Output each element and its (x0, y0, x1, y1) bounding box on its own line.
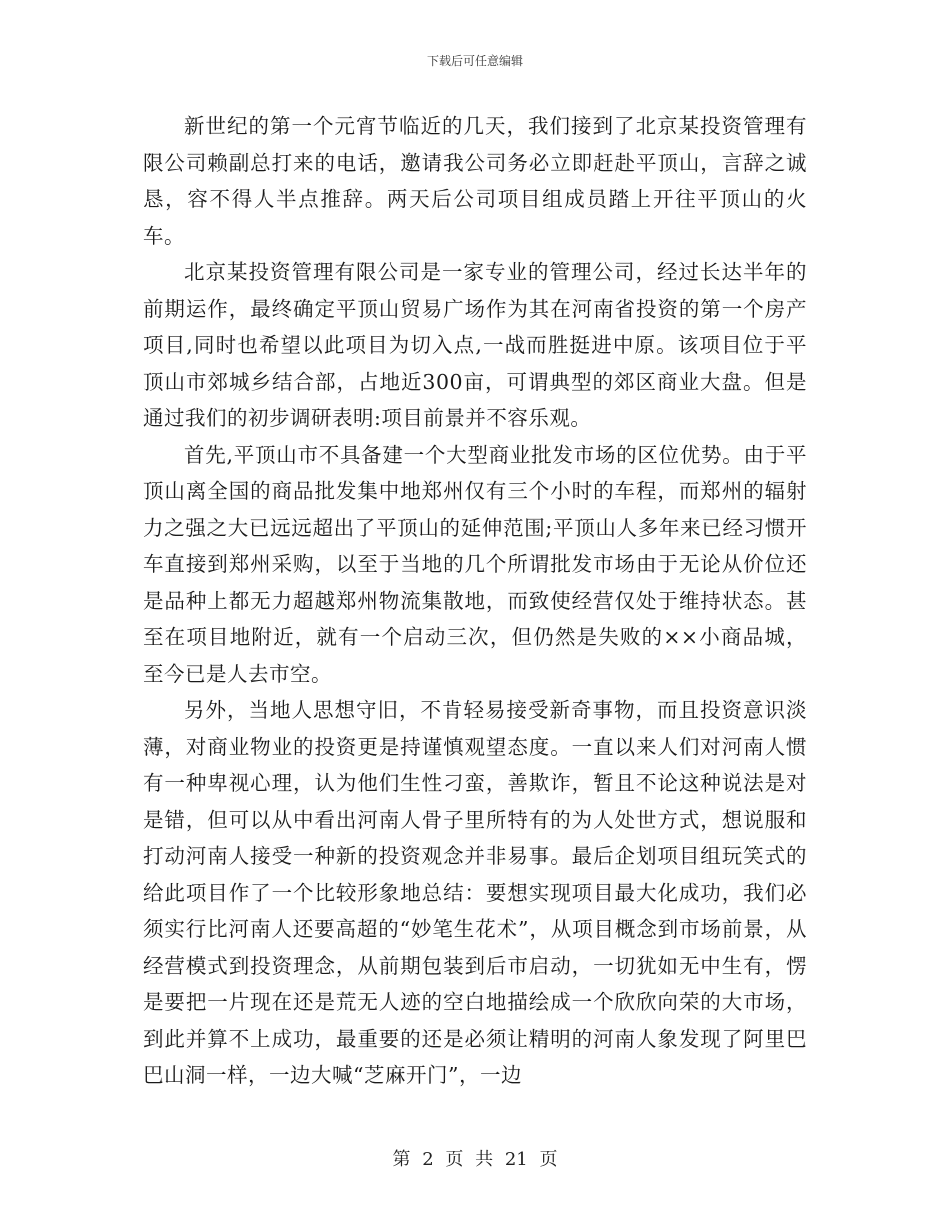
paragraph-1: 新世纪的第一个元宵节临近的几天，我们接到了北京某投资管理有限公司赖副总打来的电话，邀请我公司务必立即赶赴平顶山，言辞之诚恳，容不得人半点推辞。两天后公司项目组成员踏上开往平顶山的火车。 (143, 114, 807, 248)
document-body (143, 108, 807, 1094)
paragraph-3: 首先,平顶山市不具备建一个大型商业批发市场的区位优势。由于平顶山离全国的商品批发集中地郑州仅有三个小时的车程，而郑州的辐射力之强之大已远远超出了平顶山的延伸范围;平顶山人多年来已经习惯开车直接到郑州采购，以至于当地的几个所谓批发市场由于无论从价位还是品种上都无力超越郑州物流集散地，而致使经营仅处于维持状态。甚至在项目地附近，就有一个启动三次，但仍然是失败的××小商品城，至今已是人去市空。 (143, 442, 807, 686)
paragraph-4: 另外，当地人思想守旧，不肯轻易接受新奇事物，而且投资意识淡薄，对商业物业的投资更是持谨慎观望态度。一直以来人们对河南人惯有一种卑视心理，认为他们生性刁蛮，善欺诈，暂且不论这种说法是对是错，但可以从中看出河南人骨子里所特有的为人处世方式，想说服和打动河南人接受一种新的投资观念并非易事。最后企划项目组玩笑式的给此项目作了一个比较形象地总结：要想实现项目最大化成功，我们必须实行比河南人还要高超的“妙笔生花术”，从项目概念到市场前景，从经营模式到投资理念，从前期包装到后市启动，一切犹如无中生有，愣是要把一片现在还是荒无人迹的空白地描绘成一个欣欣向荣的大市场，到此并算不上成功，最重要的还是必须让精明的河南人象发现了阿里巴巴山洞一样，一边大喊“芝麻开门”，一边 (143, 698, 807, 1087)
page-header-note: 下载后可任意编辑 (426, 54, 523, 68)
page-number-footer: 第 2 页 共 21 页 (392, 1149, 558, 1170)
paragraph-2: 北京某投资管理有限公司是一家专业的管理公司，经过长达半年的前期运作，最终确定平顶山贸易广场作为其在河南省投资的第一个房产项目,同时也希望以此项目为切入点,一战而胜挺进中原。该项目位于平顶山市郊城乡结合部，占地近300亩，可谓典型的郊区商业大盘。但是通过我们的初步调研表明:项目前景并不容乐观。 (143, 260, 807, 430)
